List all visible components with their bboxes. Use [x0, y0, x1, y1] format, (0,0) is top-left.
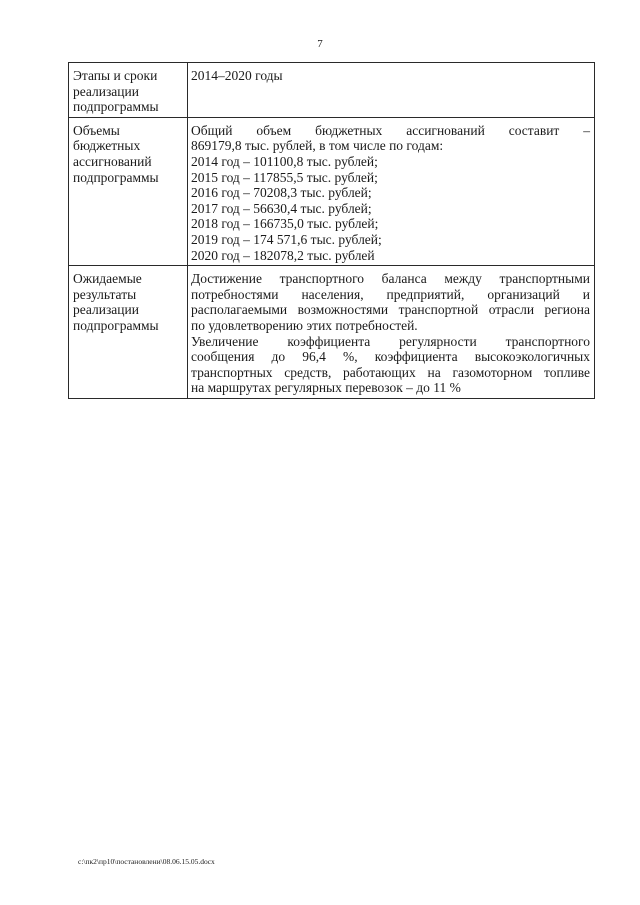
row-value-stages: [188, 63, 595, 118]
budget-total-line: Общий объем бюджетных ассигнований составит –: [191, 122, 590, 138]
budget-year-2015: 2015 год – 117855,5 тыс. рублей;: [191, 169, 378, 185]
table-row-stages: [69, 63, 595, 118]
page-number: 7: [317, 38, 323, 50]
program-passport-table: [68, 62, 595, 399]
label-line: Этапы и сроки: [73, 68, 158, 83]
results-paragraph-1-line: Достижение транспортного баланса между транспортными: [191, 271, 590, 287]
budget-year-2018: 2018 год – 166735,0 тыс. рублей;: [191, 216, 379, 232]
label-line: реализации: [73, 302, 139, 318]
label-line: реализации: [73, 83, 139, 99]
row-label-budget: [69, 117, 188, 265]
label-line: Объемы: [73, 122, 120, 138]
budget-year-2016: 2016 год – 70208,3 тыс. рублей;: [191, 185, 372, 201]
row-label-results: [69, 266, 188, 399]
label-line: подпрограммы: [73, 99, 159, 115]
budget-year-2019: 2019 год – 174 571,6 тыс. рублей;: [191, 231, 382, 247]
table-row-results: [69, 266, 595, 399]
label-line: ассигнований: [73, 153, 152, 169]
label-line: бюджетных: [73, 138, 141, 154]
table-row-budget: [69, 117, 595, 265]
results-paragraph-1-line: по удовлетворению этих потребностей.: [191, 317, 418, 333]
row-label-stages: [69, 63, 188, 118]
results-paragraph-2-line: сообщения до 96,4 %, коэффициента высокоэкологичных: [191, 349, 590, 365]
label-line: подпрограммы: [73, 169, 159, 185]
results-paragraph-2-line: Увеличение коэффициента регулярности транспортного: [191, 333, 590, 349]
label-line: результаты: [73, 286, 137, 302]
label-line: подпрограммы: [73, 317, 159, 333]
footer-file-path: c:\пк2\пр10\постановлени\08.06.15.05.docx: [78, 857, 215, 866]
budget-year-2017: 2017 год – 56630,4 тыс. рублей;: [191, 200, 372, 216]
row-value-budget: [188, 117, 595, 265]
results-paragraph-1-line: располагаемыми возможностями транспортной отрасли региона: [191, 302, 590, 318]
budget-year-2014: 2014 год – 101100,8 тыс. рублей;: [191, 153, 378, 169]
results-paragraph-2-line: на маршрутах регулярных перевозок – до 11 %: [191, 380, 461, 396]
label-line: Ожидаемые: [73, 271, 142, 287]
budget-year-2020: 2020 год – 182078,2 тыс. рублей: [191, 247, 375, 263]
results-paragraph-2-line: транспортных средств, работающих на газомоторном топливе: [191, 364, 590, 380]
budget-total-amount: 869179,8 тыс. рублей, в том числе по годам:: [191, 138, 444, 154]
row-value-results: [188, 266, 595, 399]
results-paragraph-1-line: потребностями населения, предприятий, организаций и: [191, 286, 590, 302]
stages-period: 2014–2020 годы: [191, 68, 283, 83]
